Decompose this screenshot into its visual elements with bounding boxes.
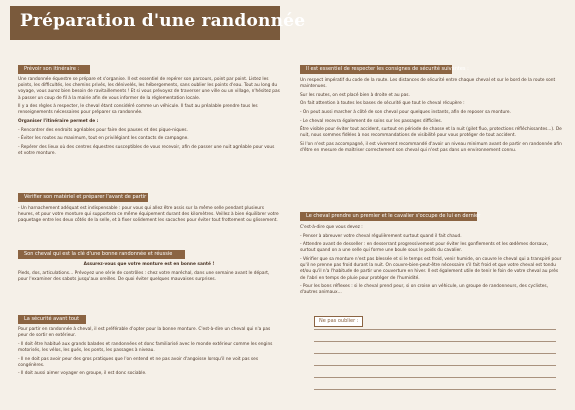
note-line xyxy=(314,329,556,330)
section-header-safety: La sécurité avant tout xyxy=(18,315,86,324)
section-body-safety-rules xyxy=(300,78,562,157)
paragraph: - Repérer des lieux où des centres équestres susceptibles de vous recevoir, afin de passer une nuit agréable pour vous et votre monture. xyxy=(18,144,275,156)
title-band xyxy=(10,6,306,40)
page-title: Préparation d'une randonnée xyxy=(20,11,306,31)
paragraph: Si l'on n'est pas accompagné, il est vivement recommandé d'avoir un niveau minimum avant de partir en randonnée afin d'être en mesure de maîtriser correctement son cheval qui n'est pas dans un environnement connu. xyxy=(300,141,562,154)
paragraph: C'est-à-dire que vous devez : xyxy=(300,225,363,230)
section-header-equipment: Vérifier son matériel et préparer l'avant de partir xyxy=(18,193,148,202)
paragraph: - Éviter les routes au maximum, tout en privilégiant les contacts de campagne. xyxy=(18,136,189,142)
paragraph: - Il doit aussi aimer voyager en groupe, il est donc sociable. xyxy=(18,371,147,377)
paragraph: - On peut aussi marcher à côté de son cheval pour quelques instants, afin de reposer sa monture. xyxy=(300,109,511,115)
section-header-horse-first: Le cheval prendre un premier et le cavalier s'occupe de lui en dernier xyxy=(300,212,477,221)
section-body-horse-first xyxy=(300,225,562,299)
paragraph: - Rencontrer des endroits agréables pour faire des pauses et des pique-niques. xyxy=(18,127,188,133)
notes-label: Ne pas oublier : xyxy=(314,316,363,327)
paragraph: Un respect impératif du code de la route. Les distances de sécurité entre chaque cheval et sur le bord de la route sont maintenues. xyxy=(300,78,556,90)
section-body-itinerary xyxy=(18,77,280,160)
paragraph: Il y a des règles à respecter, le cheval étant considéré comme un véhicule. Il faut au préalable prendre tous les renseignements nécessaires pour préparer sa randonnée. xyxy=(18,104,258,116)
paragraph: Pour partir en randonnée à cheval, il est préférable d'opter pour la bonne monture. C'est-à-dire un cheval qui n'a pas peur de sortir en extérieur. xyxy=(18,327,271,339)
note-line xyxy=(314,377,556,378)
paragraph: Organiser l'itinéraire permet de : xyxy=(18,119,99,124)
section-header-horse: Son cheval qui est la clé d'une bonne randonnée et réussie xyxy=(18,250,185,259)
section-body-equipment xyxy=(18,206,280,227)
paragraph: - Le cheval recevra également de soins sur les passages difficiles. xyxy=(300,118,442,124)
paragraph: Assurez-vous que votre monture est en bonne santé ! xyxy=(83,262,215,267)
notes-lines xyxy=(314,329,556,403)
paragraph: On fait attention à toutes les bases de sécurité que tout le cheval récupère : xyxy=(300,101,465,107)
section-body-safety xyxy=(18,327,280,380)
paragraph: - Penser à abreuver votre cheval régulièrement surtout quand il fait chaud. xyxy=(300,233,462,239)
note-line xyxy=(314,365,556,366)
paragraph: - Un harnachement adéquat est indispensable : pour vous qui allez être assis sur la même selle pendant plusieurs heures, et pour votre monture qui supportera ce même équipement durant des kilomètres. Veillez à bien équilibrer votre paquetage entre les deux côtés de la selle, et à fixer solidement les sacoches pour éviter tout frottement ou glissement. xyxy=(18,206,279,224)
section-header-safety-rules: Il est essentiel de respecter les consignes de sécurité suivantes : xyxy=(300,65,452,74)
paragraph: - Il doit être habitué aux grands balades et randonnées et donc familiarisé avec le monde extérieur comme les engins motorisés, les vélos, les gués, les ponts, les passages à niveau. xyxy=(18,341,273,353)
note-line xyxy=(314,353,556,354)
paragraph: Une randonnée équestre se prépare et s'organise. Il est essentiel de repérer son parcours, point par point. Listez les points, les difficultés, les chemins privés, les dénivelés, les hébergements, sans oublier les points d'eau. Tout au long du voyage, vous aurez bien besoin de ravitaillements ! Et si vous prévoyez de traverser une ville ou un village, n'hésitez pas à passer un coup de fil à la mairie afin de vous informer de la réglementation locale. xyxy=(18,77,280,101)
section-body-horse xyxy=(18,262,280,285)
paragraph: - Vérifier que sa monture n'est pas blessée et si le temps est froid, venir humide, on couvre le cheval qui a transpiré pour qu'il ne prenne pas froid durant la nuit. On couvre-bien-peut-être nécessaire s'il fait froid et que votre cheval est tondu et/ou qu'il n'a l'habitude de partir une couverture en hiver. Il est également utile de tenir le foin de votre cheval au près de l'abri en temps de pluie pour protéger de l'humidité. xyxy=(300,256,562,281)
note-line xyxy=(314,341,556,342)
note-line xyxy=(314,389,556,390)
paragraph: - Attendre avant de desseller : en desserrant progressivement pour éviter les gonflements et les œdèmes dorsaux, surtout quand on a une selle qui forme une boule sous le poids du cavalier. xyxy=(300,242,549,254)
paragraph: Sur les routes, on est placé bien à droite et au pas. xyxy=(300,92,410,98)
paragraph: - Il ne doit pas avoir peur des gros pratiques que l'on entend et ne pas avoir d'angoisse lorsqu'il ne voit pas ses congénères. xyxy=(18,356,259,368)
paragraph: Pieds, dos, articulations… Prévoyez une série de contrôles : chez votre maréchal, dans une semaine avant le départ, pour l'examiner des sabots jusqu'aux oreilles. De quoi éviter quelques mauvaises surprises. xyxy=(18,270,270,282)
section-header-itinerary: Prévoir son itinéraire : xyxy=(18,65,90,74)
paragraph: Être visible pour éviter tout accident, surtout en période de chasse et la nuit (gilet fluo, protections réfléchissantes...). De nuit, nous sommes fidèles à nos recommandations de visibilité pour vous protéger de tout accident. xyxy=(300,127,562,139)
paragraph: - Pour les bons réflexes : si le cheval prend peur, si on croise un véhicule, un groupe de randonneurs, des cyclistes, d'autres animaux… xyxy=(300,284,549,296)
